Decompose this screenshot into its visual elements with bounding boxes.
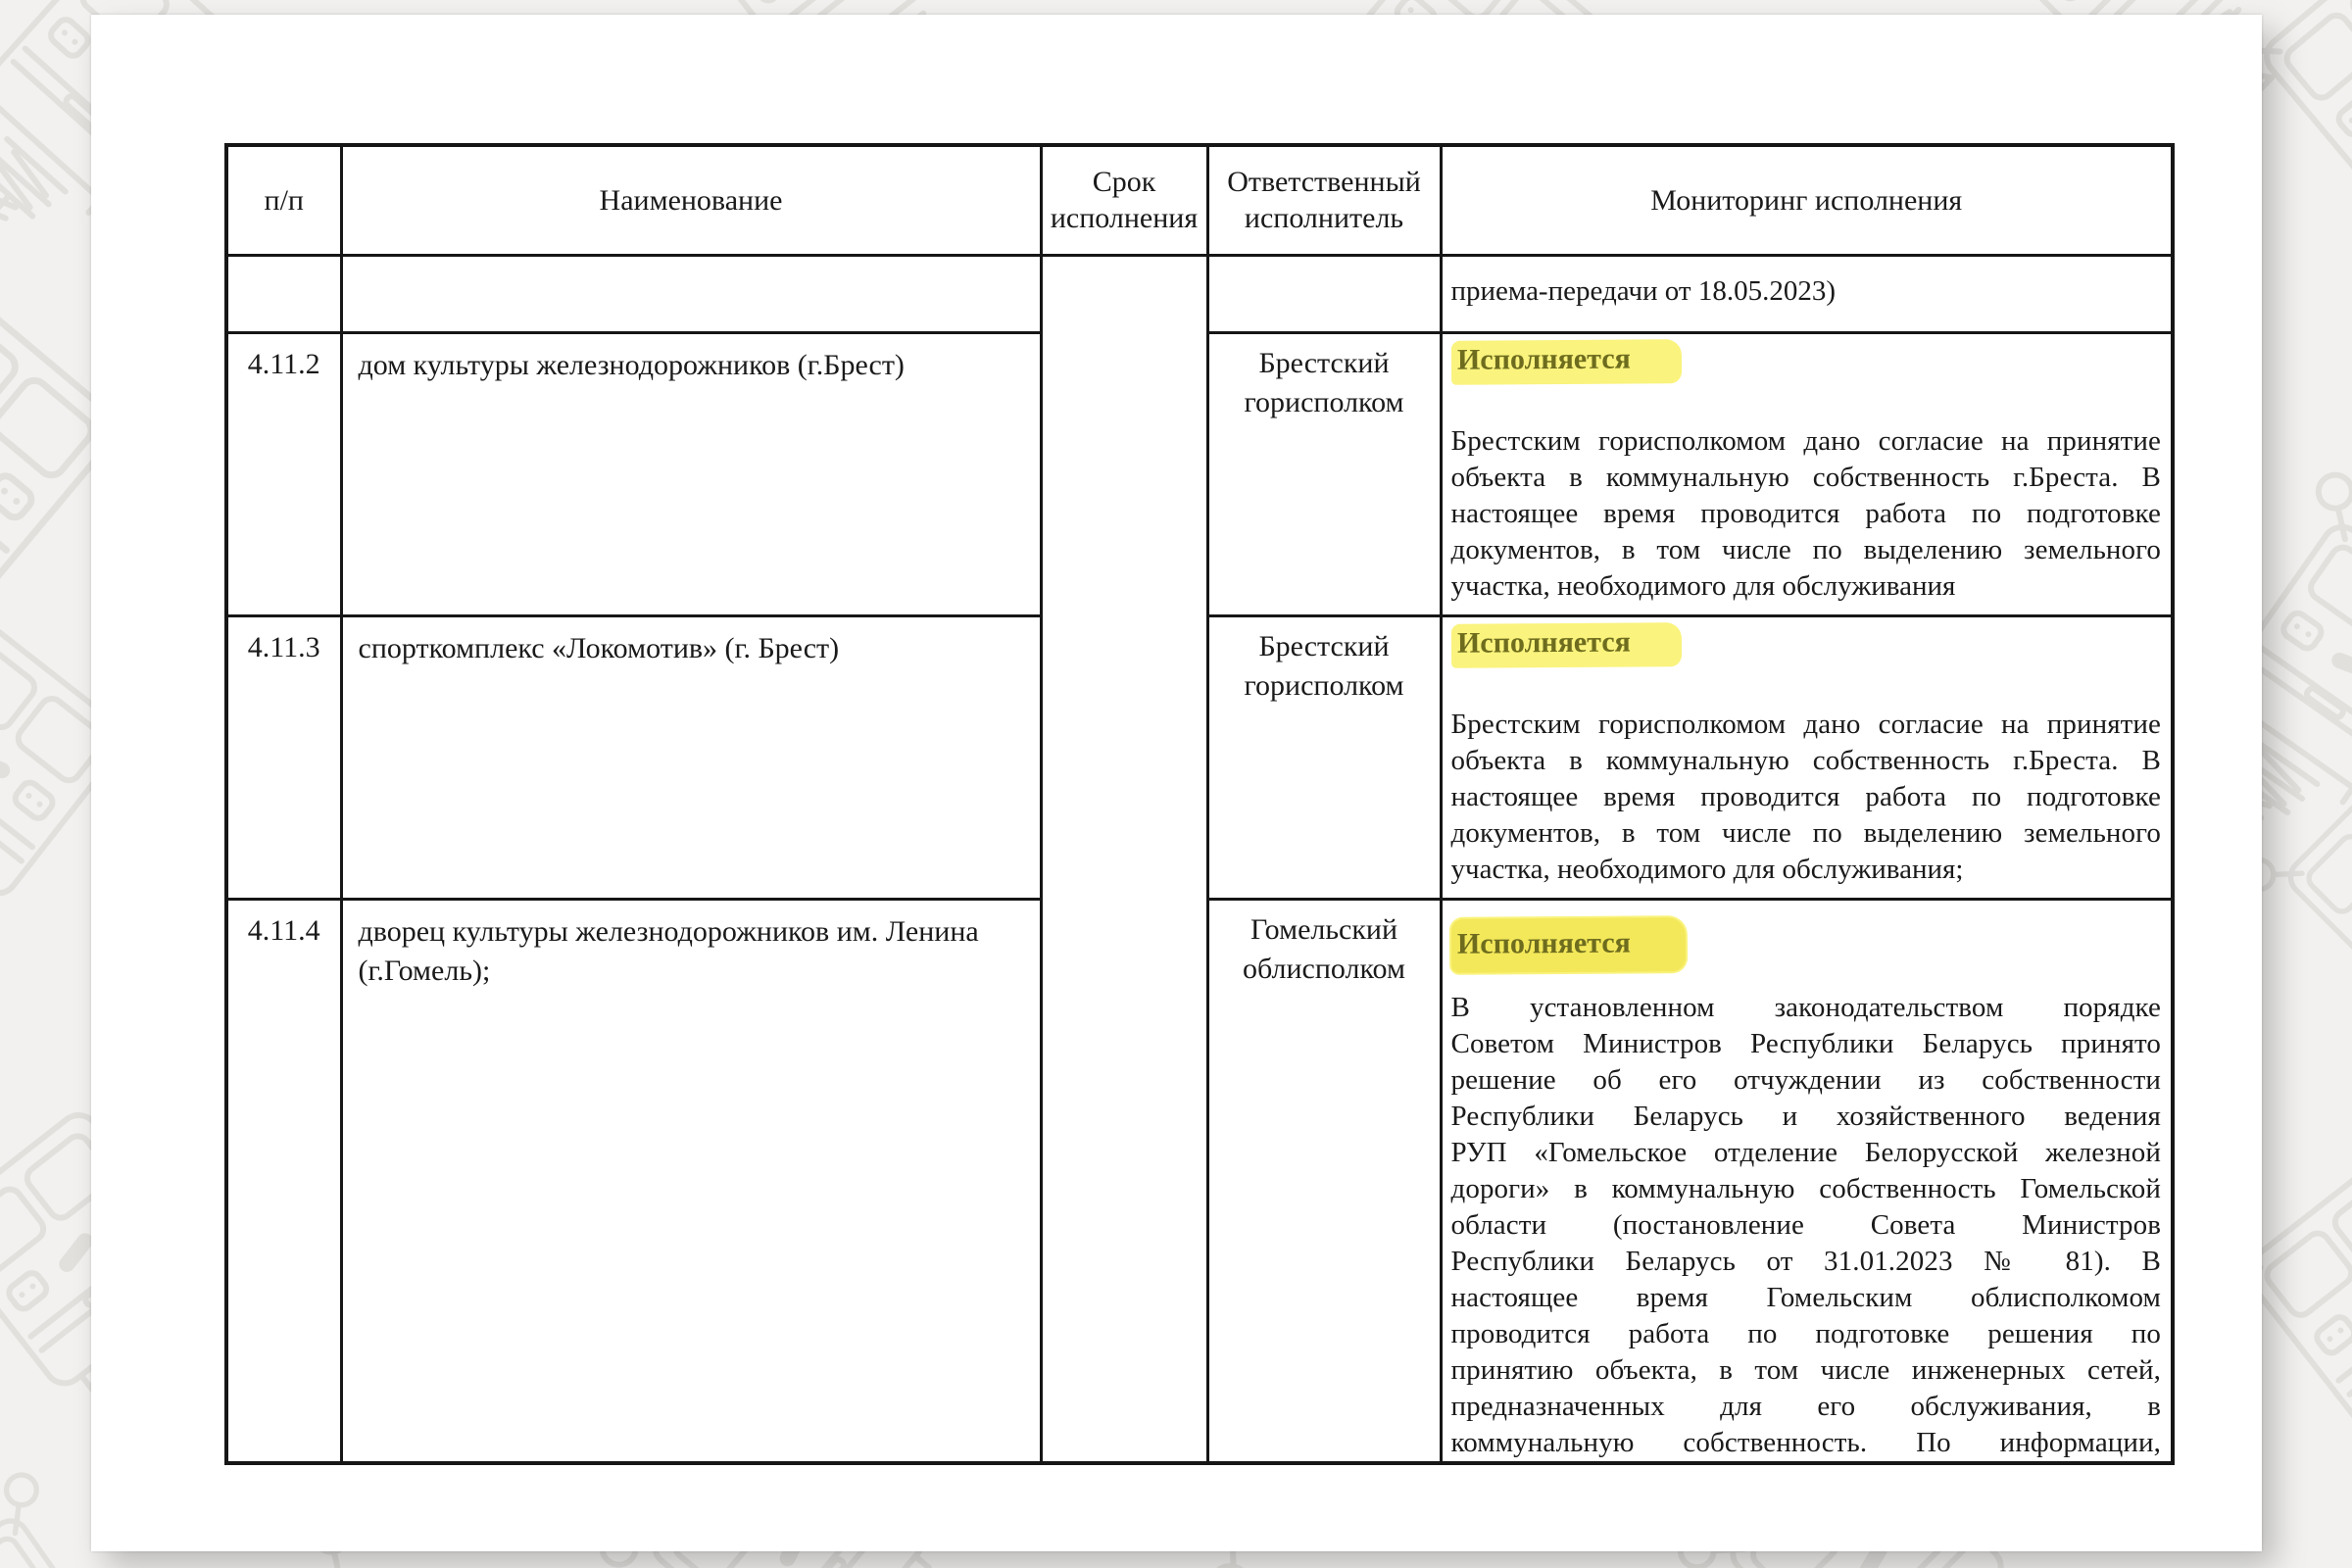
object-name-cell (341, 255, 1041, 332)
monitoring-cell (1441, 899, 2173, 1463)
table-row-carryover (226, 255, 2173, 332)
monitoring-table (224, 143, 2175, 1465)
object-name-cell: дворец культуры железнодорожников им. Ленина (г.Гомель); (341, 899, 1041, 1463)
object-name-cell: спорткомплекс «Локомотив» (г. Брест) (341, 615, 1041, 899)
monitoring-paragraph-lastline: участка, необходимого для обслуживания; (1450, 853, 1964, 885)
responsible-cell: Брестский горисполком (1207, 332, 1441, 615)
status-badge: Исполняется (1450, 339, 1681, 385)
monitoring-paragraph: Брестским горисполкомом дано согласие на принятие объекта в коммунальную собственность г.Бреста. В настоящее время проводится работа по подготовке документов, в том числе по выделению земельного (1450, 708, 2161, 849)
col-header-term: Срок исполнения (1041, 145, 1207, 255)
monitoring-cell (1441, 615, 2173, 899)
status-badge: Исполняется (1450, 622, 1681, 668)
col-header-name: Наименование (341, 145, 1041, 255)
document-page (91, 15, 2262, 1551)
row-number-cell: 4.11.3 (226, 615, 341, 899)
monitoring-cell (1441, 332, 2173, 615)
monitoring-paragraph: Брестским горисполкомом дано согласие на принятие объекта в коммунальную собственность г.Бреста. В настоящее время проводится работа по подготовке документов, в том числе по выделению земельного (1450, 424, 2161, 565)
col-header-num: п/п (226, 145, 341, 255)
row-number-cell: 4.11.4 (226, 899, 341, 1463)
table-header-row (226, 145, 2173, 255)
status-badge: Исполняется (1450, 917, 1685, 973)
term-cell-merged (1041, 255, 1207, 1463)
monitoring-carryover-text: приема-передачи от 18.05.2023) (1450, 275, 1836, 307)
responsible-cell (1207, 255, 1441, 332)
status-line (1451, 623, 2162, 667)
responsible-cell: Брестский горисполком (1207, 615, 1441, 899)
row-number-cell (226, 255, 341, 332)
status-line (1451, 340, 2162, 384)
col-header-responsible: Ответственный исполнитель (1207, 145, 1441, 255)
row-number-cell: 4.11.2 (226, 332, 341, 615)
monitoring-paragraph: В установленном законодательством порядке Советом Министров Республики Беларусь принято решение об его отчуждении из собственности Республики Беларусь и хозяйственного ведения РУП «Гомельское отделение Белорусской железной дороги» в коммунальную собственность Гомельской области (постановление Совета Министров Республики Беларусь от 31.01.2023 № 81). В настоящее время Гомельским облисполкомом проводится работа по подготовке решения по принятию объекта, в том числе инженерных сетей, предназначенных для его обслуживания, в коммунальную собственность. По информации, (1450, 991, 2161, 1458)
responsible-cell: Гомельский облисполком (1207, 899, 1441, 1463)
monitoring-cell (1441, 255, 2173, 332)
monitoring-paragraph-lastline: участка, необходимого для обслуживания (1450, 569, 1956, 602)
col-header-monitoring: Мониторинг исполнения (1441, 145, 2173, 255)
status-line (1451, 918, 2162, 972)
object-name-cell: дом культуры железнодорожников (г.Брест) (341, 332, 1041, 615)
